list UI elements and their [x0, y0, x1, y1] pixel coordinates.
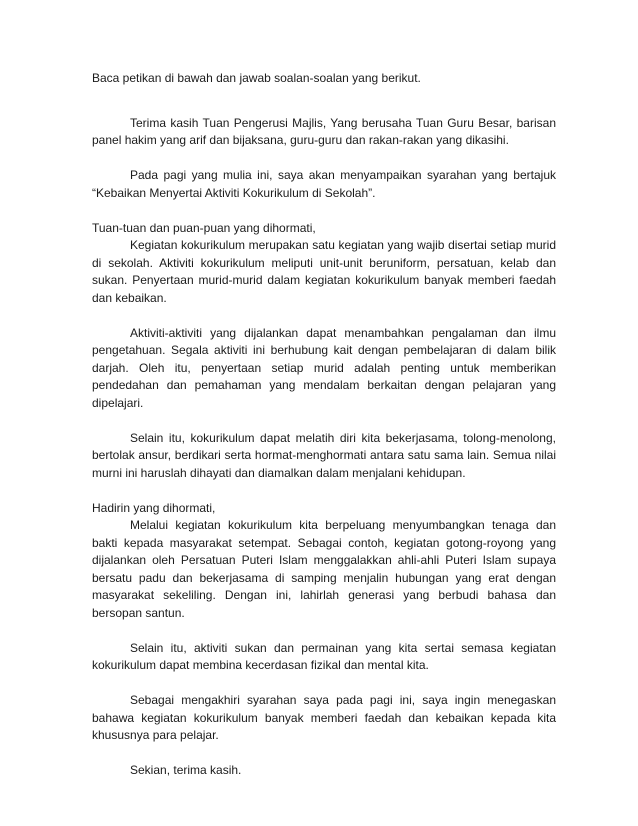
paragraph-knowledge: Aktiviti-aktiviti yang dijalankan dapat menambahkan pengalaman dan ilmu pengetahuan. Segala aktiviti ini berhubung kait dengan pembelajaran di dalam bilik darjah. Oleh itu, penyertaan setiap murid adalah penting untuk memberikan pendedahan dan pemahaman yang mendalam berkaitan dengan pelajaran yang dipelajari. [92, 325, 556, 410]
salutation-1: Tuan-tuan dan puan-puan yang dihormati, [92, 220, 316, 235]
instruction-text: Baca petikan di bawah dan jawab soalan-soalan yang berikut. [92, 71, 421, 85]
closing-text: Sekian, terima kasih. [130, 763, 242, 777]
paragraph-sports: Selain itu, aktiviti sukan dan permainan yang kita sertai semasa kegiatan kokurikulum dapat membina kecerdasan fizikal dan mental kita. [92, 640, 556, 672]
paragraph-title-intro: Pada pagi yang mulia ini, saya akan menyampaikan syarahan yang bertajuk “Kebaikan Menyertai Aktiviti Kokurikulum di Sekolah”. [92, 168, 556, 200]
paragraph-conclusion: Sebagai mengakhiri syarahan saya pada pagi ini, saya ingin menegaskan bahawa kegiatan kokurikulum banyak memberi faedah dan kebaikan kepada kita khususnya para pelajar. [92, 693, 556, 742]
salutation-2: Hadirin yang dihormati, [92, 500, 216, 515]
paragraph-greeting: Terima kasih Tuan Pengerusi Majlis, Yang berusaha Tuan Guru Besar, barisan panel hakim yang arif dan bijaksana, guru-guru dan rakan-rakan yang dikasihi. [92, 115, 556, 147]
document-page [92, 70, 556, 780]
paragraph-community: Melalui kegiatan kokurikulum kita berpeluang menyumbangkan tenaga dan bakti kepada masyarakat setempat. Sebagai contoh, kegiatan gotong-royong yang dijalankan oleh Persatuan Puteri Islam menggalakkan ahli-ahli Puteri Islam supaya bersatu padu dan bekerjasama di samping menjalin hubungan yang erat dengan masyarakat sekeliling. Dengan ini, lahirlah generasi yang berbudi bahasa dan bersopan santun. [92, 518, 556, 620]
paragraph-cocurriculum-definition: Kegiatan kokurikulum merupakan satu kegiatan yang wajib disertai setiap murid di sekolah. Aktiviti kokurikulum meliputi unit-unit beruniform, persatuan, kelab dan sukan. Penyertaan murid-murid dalam kegiatan kokurikulum banyak memberi faedah dan kebaikan. [92, 238, 556, 305]
paragraph-values: Selain itu, kokurikulum dapat melatih diri kita bekerjasama, tolong-menolong, bertolak ansur, berdikari serta hormat-menghormati antara satu sama lain. Semua nilai murni ini haruslah dihayati dan diamalkan dalam menjalani kehidupan. [92, 430, 556, 480]
